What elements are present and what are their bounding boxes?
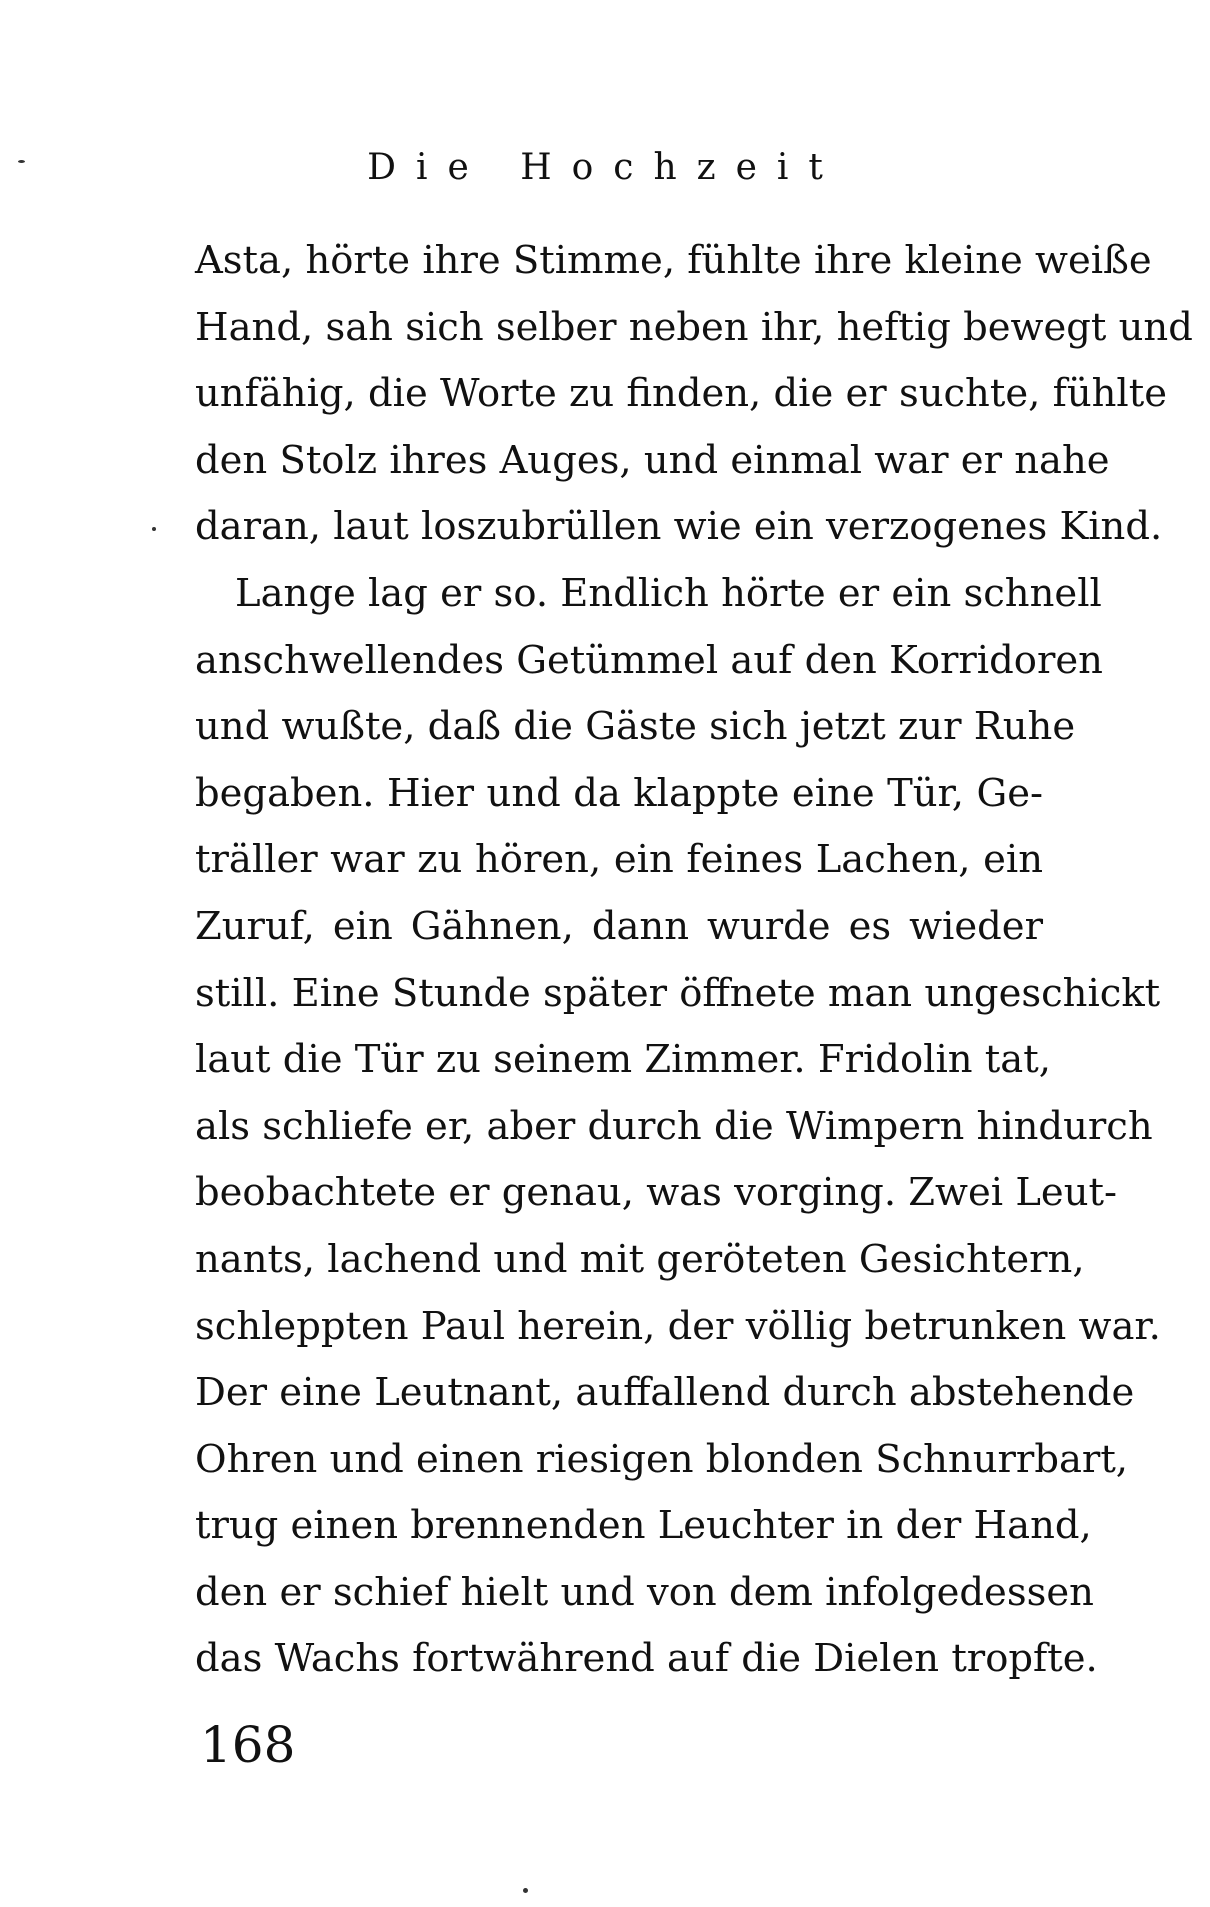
text-line: still. Eine Stunde später öffnete man ungeschickt — [195, 970, 1161, 1016]
text-line: daran, laut loszubrüllen wie ein verzogenes Kind. — [195, 504, 1163, 550]
body-text — [195, 228, 1193, 1693]
text-line: unfähig, die Worte zu finden, die er suchte, fühlte — [195, 371, 1167, 417]
text-line: als schliefe er, aber durch die Wimpern hindurch — [195, 1103, 1153, 1149]
scan-speck — [18, 160, 25, 163]
text-line: den Stolz ihres Auges, und einmal war er nahe — [195, 437, 1110, 483]
scan-speck — [523, 1888, 528, 1893]
text-line: anschwellendes Getümmel auf den Korridoren — [195, 637, 1103, 683]
text-line: den er schief hielt und von dem infolgedessen — [195, 1569, 1094, 1615]
page-number: 168 — [200, 1716, 296, 1774]
paragraph-first-line: Lange lag er so. Endlich hörte er ein schnell — [235, 570, 1102, 616]
text-line: schleppten Paul herein, der völlig betrunken war. — [195, 1303, 1161, 1349]
text-line: das Wachs fortwährend auf die Dielen tropfte. — [195, 1636, 1098, 1682]
text-line: Hand, sah sich selber neben ihr, heftig bewegt und — [195, 304, 1193, 350]
text-line: träller war zu hören, ein feines Lachen, ein — [195, 837, 1043, 883]
text-line: Der eine Leutnant, auffallend durch abstehende — [195, 1370, 1135, 1416]
text-line: trug einen brennenden Leuchter in der Hand, — [195, 1503, 1092, 1549]
text-line: Zuruf, ein Gähnen, dann wurde es wieder — [195, 903, 1043, 949]
scan-speck — [152, 527, 156, 531]
text-line: nants, lachend und mit geröteten Gesichtern, — [195, 1236, 1085, 1282]
text-line: Asta, hörte ihre Stimme, fühlte ihre kleine weiße — [195, 238, 1152, 283]
text-line: begaben. Hier und da klappte eine Tür, Ge- — [195, 770, 1043, 816]
text-line: beobachtete er genau, was vorging. Zwei Leut- — [195, 1170, 1117, 1216]
text-line: laut die Tür zu seinem Zimmer. Fridolin tat, — [195, 1037, 1051, 1083]
text-line: und wußte, daß die Gäste sich jetzt zur Ruhe — [195, 704, 1076, 750]
text-line: Ohren und einen riesigen blonden Schnurrbart, — [195, 1436, 1129, 1482]
running-title: Die Hochzeit — [367, 147, 843, 188]
